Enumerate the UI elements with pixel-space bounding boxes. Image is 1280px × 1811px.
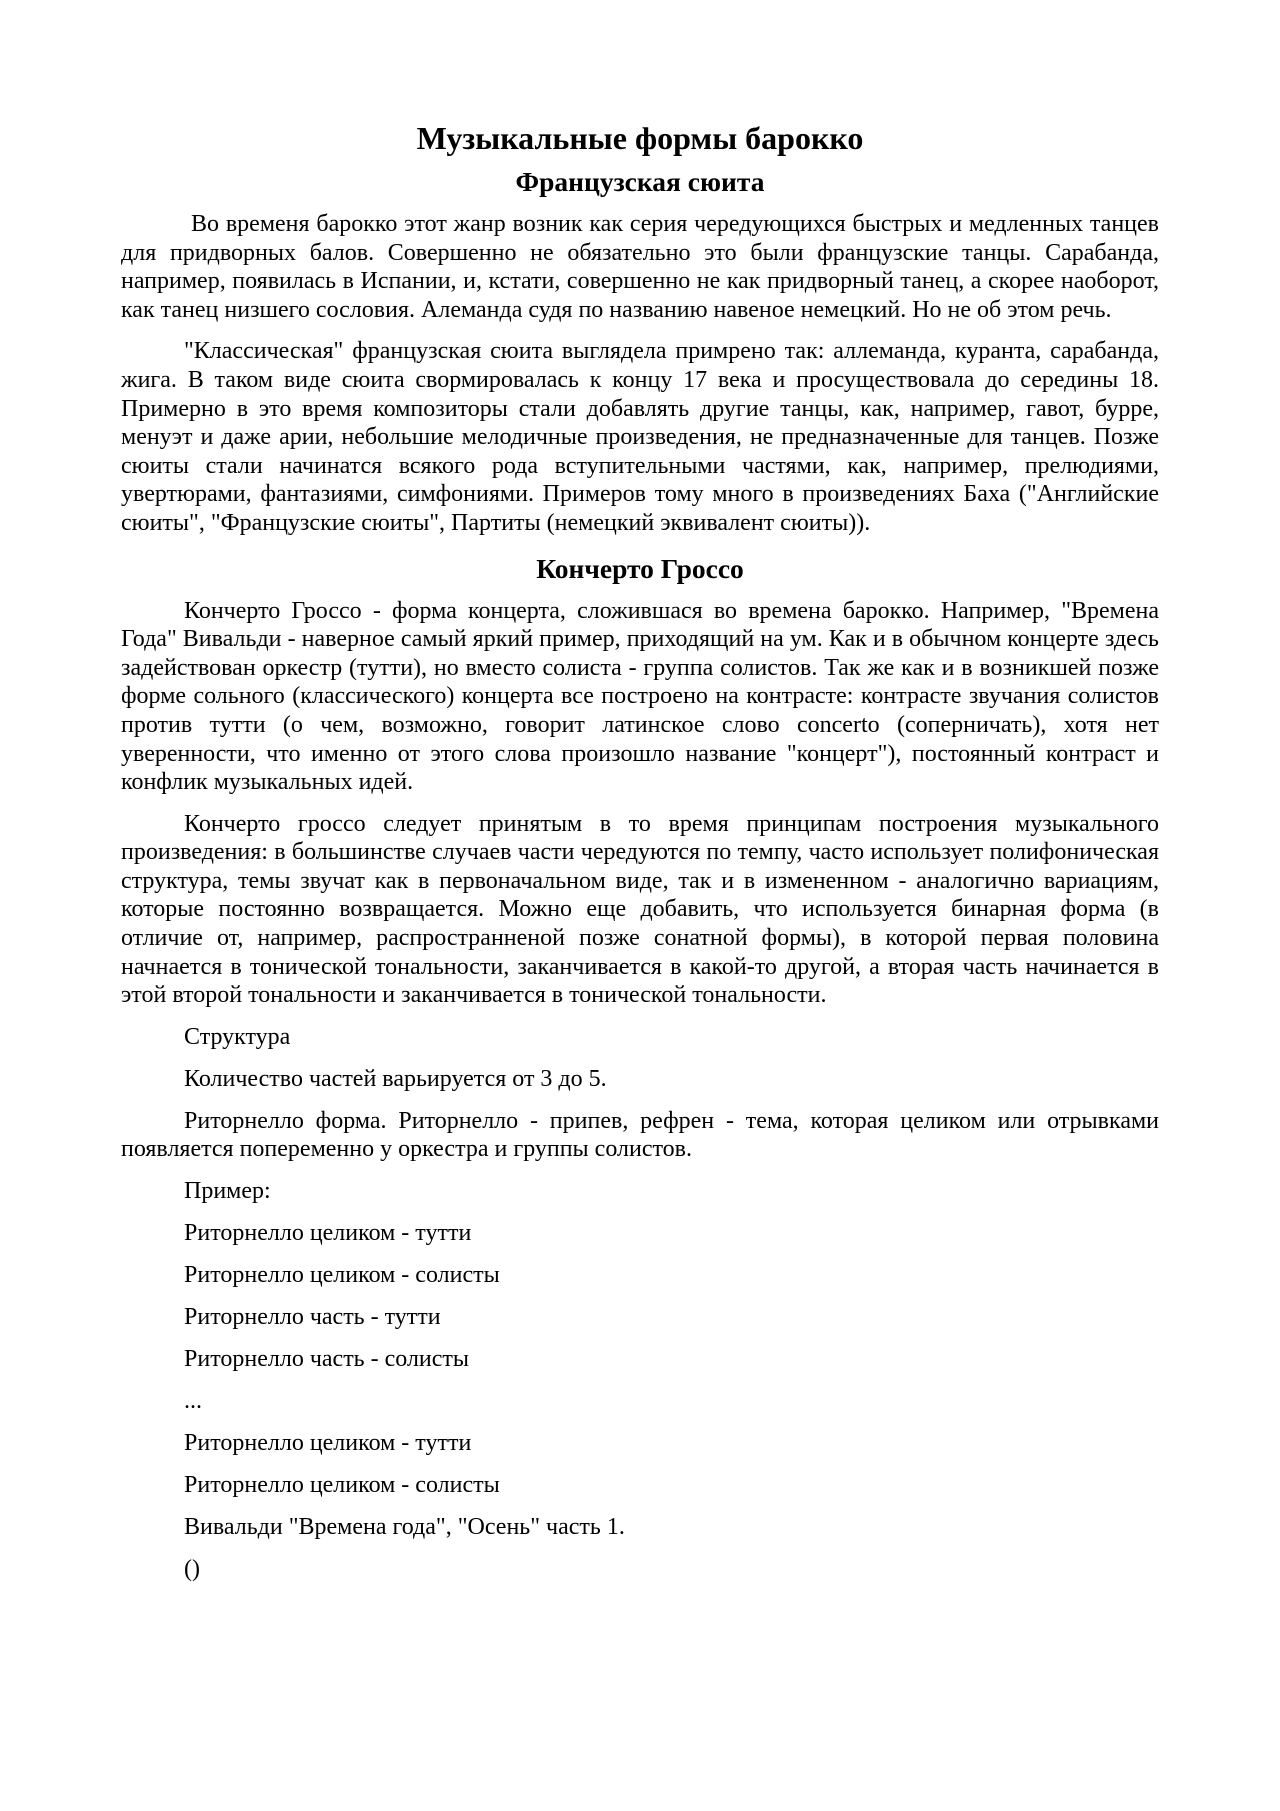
example-line: Риторнелло целиком - солисты: [184, 1472, 500, 1499]
example-line: Риторнелло целиком - тутти: [184, 1220, 472, 1247]
paragraph: Количество частей варьируется от 3 до 5.: [184, 1065, 607, 1092]
example-line: Риторнелло часть - тутти: [184, 1304, 441, 1331]
section-heading-french-suite: Французская сюита: [515, 166, 765, 197]
paragraph: Кончерто гроссо следует принятым в то время принципам построения музыкального произведения: в большинстве случаев части чередуются по темпу, часто использует полифоническая структура, темы звучат как в первоначальном виде, так и в измененном - аналогично вариациям, которые постоянно возвращается. Можно еще добавить, что используется бинарная форма (в отличие от, например, распространненой позже сонатной формы), в которой первая половина начнается в тонической тональности, заканчивается в какой-то другой, а вторая часть начинается в этой второй тональности и заканчивается в тонической тональности.: [121, 810, 1159, 1009]
document-title: Музыкальные формы барокко: [416, 120, 864, 156]
reference-line: Вивальди "Времена года", "Осень" часть 1.: [184, 1514, 625, 1541]
example-line: Риторнелло целиком - тутти: [184, 1430, 472, 1457]
document-page: [121, 118, 1159, 1597]
paragraph: Кончерто Гроссо - форма концерта, сложившася во времена барокко. Например, "Времена Года" Вивальди - наверное самый яркий пример, приходящий на ум. Как и в обычном концерте здесь задействован оркестр (тутти), но вместо солиста - группа солистов. Так же как и в возникшей позже форме сольного (классического) концерта все построено на контрасте: контрасте звучания солистов против тутти (о чем, возможно, говорит латинское слово concerto (соперничать), хотя нет уверенности, что именно от этого слова произошло название "концерт"), постоянный контраст и конфлик музыкальных идей.: [121, 597, 1159, 796]
paragraph: Риторнелло форма. Риторнелло - припев, рефрен - тема, которая целиком или отрывками появляется попеременно у оркестра и группы солистов.: [121, 1107, 1159, 1163]
structure-label: Структура: [184, 1023, 291, 1050]
paragraph: "Классическая" французская сюита выглядела примрено так: аллеманда, куранта, сарабанда, жига. В таком виде сюита свормировалась к концу 17 века и просуществовала до середины 18. Примерно в это время композиторы стали добавлять другие танцы, как, например, гавот, бурре, менуэт и даже арии, небольшие мелодичные произведения, не предназначенные для танцев. Позже сюиты стали начинатся всякого рода вступительными частями, как, например, прелюдиями, увертюрами, фантазиями, симфониями. Примеров тому много в произведениях Баха ("Английские сюиты", "Французские сюиты", Партиты (немецкий эквивалент сюиты)).: [121, 338, 1159, 536]
paragraph: Во временя барокко этот жанр возник как серия чередующихся быстрых и медленных танцев для придворных балов. Совершенно не обязательно это были французские танцы. Сарабанда, например, появилась в Испании, и, кстати, совершенно не как придворный танец, а скорее наоборот, как танец низшего сословия. Алеманда судя по названию навеное немецкий. Но не об этом речь.: [121, 211, 1159, 323]
example-line: Риторнелло целиком - солисты: [184, 1262, 500, 1289]
example-label: Пример:: [184, 1178, 271, 1205]
example-line: Риторнелло часть - солисты: [184, 1346, 470, 1373]
section-heading-concerto-grosso: Кончерто Гроссо: [536, 552, 744, 584]
ellipsis-line: ...: [184, 1388, 202, 1415]
empty-parentheses-line: (): [184, 1556, 200, 1583]
